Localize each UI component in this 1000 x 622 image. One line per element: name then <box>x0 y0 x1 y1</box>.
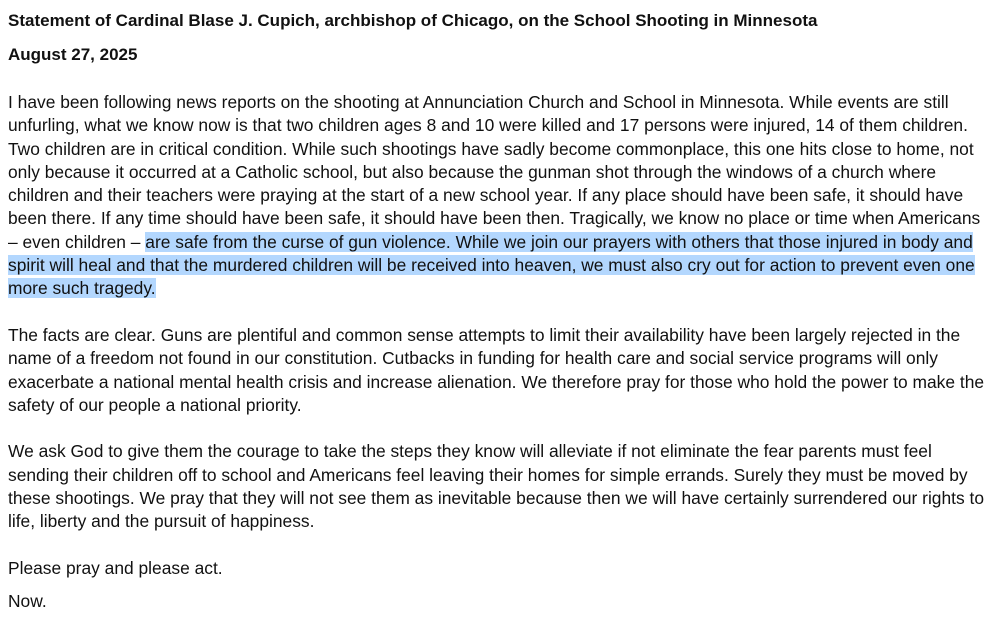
document-date: August 27, 2025 <box>8 45 138 64</box>
document-title: Statement of Cardinal Blase J. Cupich, archbishop of Chicago, on the School Shooting in Minnesota <box>8 11 818 30</box>
closing-line-1[interactable]: Please pray and please act. <box>8 557 223 578</box>
closing-line-2[interactable]: Now. <box>8 591 47 612</box>
paragraph-1[interactable] <box>8 91 992 301</box>
paragraph-3[interactable]: We ask God to give them the courage to take the steps they know will alleviate if not eliminate the fear parents must feel sending their children off to school and Americans feel leaving their homes for simple errands. Surely they must be moved by these shootings. We pray that they will not see them as inevitable because then we will have certainly surrendered our rights to life, liberty and the pursuit of happiness. <box>8 441 985 532</box>
selected-text-highlight[interactable]: are safe from the curse of gun violence. While we join our prayers with others that those injured in body and spirit will heal and that the murdered children will be received into heaven, we must also cry out for action to prevent even one more such tragedy. <box>8 231 975 299</box>
paragraph-1-text[interactable]: I have been following news reports on the shooting at Annunciation Church and School in Minnesota. While events are still unfurling, what we know now is that two children ages 8 and 10 were killed and 17 persons were injured, 14 of them children. Two children are in critical condition. While such shootings have sadly become commonplace, this one hits close to home, not only because it occurred at a Catholic school, but also because the gunman shot through the windows of a church where children and their teachers were praying at the start of a new school year. If any place should have been safe, it should have been there. If any time should have been safe, it should have been then. Tragically, we know no place or time when Americans – even children – <box>8 92 981 252</box>
paragraph-2[interactable]: The facts are clear. Guns are plentiful and common sense attempts to limit their availability have been largely rejected in the name of a freedom not found in our constitution. Cutbacks in funding for health care and social service programs will only exacerbate a national mental health crisis and increase alienation. We therefore pray for those who hold the power to make the safety of our people a national priority. <box>8 324 985 415</box>
